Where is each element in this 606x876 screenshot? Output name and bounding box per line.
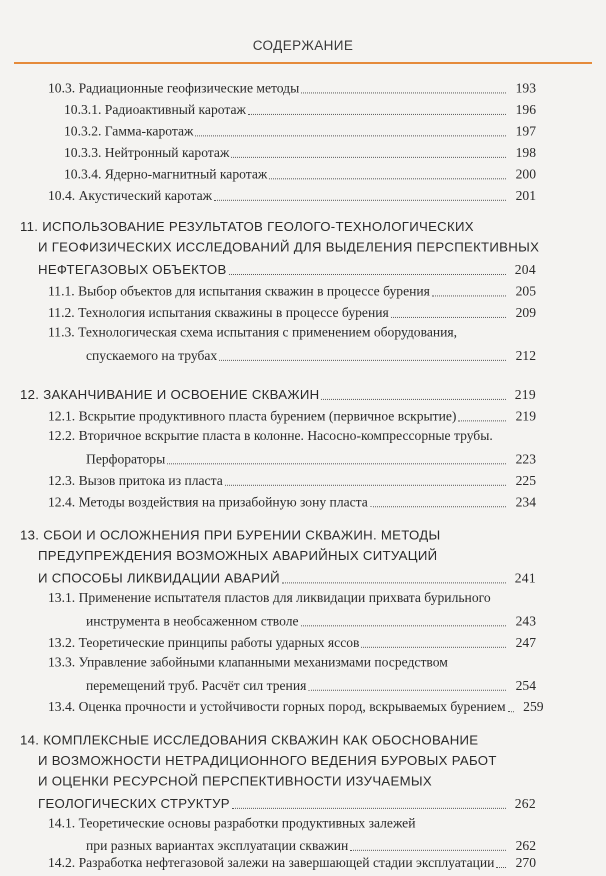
page-number: 205 xyxy=(515,283,536,299)
chapter-14-title-line-1: 14. КОМПЛЕКСНЫЕ ИССЛЕДОВАНИЯ СКВАЖИН КАК ОБОСНОВАНИЕ xyxy=(20,732,479,748)
leader-dots xyxy=(508,711,514,712)
leader-dots xyxy=(195,135,506,136)
leader-dots xyxy=(231,157,506,158)
toc-entry-13-3-line-1: 13.3. Управление забойными клапанными механизмами посредством xyxy=(48,654,448,670)
page-number: 270 xyxy=(515,855,536,870)
page-number: 259 xyxy=(523,699,544,715)
leader-dots xyxy=(269,178,506,179)
leader-dots xyxy=(361,647,506,648)
page-number: 196 xyxy=(515,102,536,117)
page-number: 262 xyxy=(515,838,536,853)
page-number: 198 xyxy=(515,145,536,160)
page-number: 201 xyxy=(515,188,536,203)
chapter-13-title-line-1: 13. СБОИ И ОСЛОЖНЕНИЯ ПРИ БУРЕНИИ СКВАЖИН. МЕТОДЫ xyxy=(20,527,441,543)
page-number: 241 xyxy=(514,570,536,586)
leader-dots xyxy=(214,200,506,201)
toc-entry-14-1-line-1: 14.1. Теоретические основы разработки продуктивных залежей xyxy=(48,815,416,831)
toc-entry-13-2[interactable]: 13.2. Теоретические принципы работы ударных яссов 247 xyxy=(48,635,536,650)
page-number: 243 xyxy=(515,613,536,629)
toc-entry-10-3-1[interactable]: 10.3.1. Радиоактивный каротаж 196 xyxy=(64,102,536,117)
page-number: 193 xyxy=(515,80,536,96)
toc-entry-12-2-line-1: 12.2. Вторичное вскрытие пласта в колонне. Насосно-компрессорные трубы. xyxy=(48,428,493,443)
toc-entry-13-1[interactable]: инструмента в необсаженном стволе 243 xyxy=(86,613,536,629)
leader-dots xyxy=(321,399,506,400)
leader-dots xyxy=(301,92,506,93)
page-number: 223 xyxy=(515,451,536,467)
chapter-13-title-line-2: ПРЕДУПРЕЖДЕНИЯ ВОЗМОЖНЫХ АВАРИЙНЫХ СИТУАЦИЙ xyxy=(38,548,438,563)
toc-entry-13-3[interactable]: перемещений труб. Расчёт сил трения 254 xyxy=(86,678,536,693)
page-number: 247 xyxy=(515,635,536,650)
toc-entry-13-1-line-1: 13.1. Применение испытателя пластов для ликвидации прихвата бурильного xyxy=(48,590,491,605)
toc-entry-12-3[interactable]: 12.3. Вызов притока из пласта 225 xyxy=(48,473,536,488)
page-title: СОДЕРЖАНИЕ xyxy=(252,38,354,53)
page-number: 234 xyxy=(515,494,536,510)
leader-dots xyxy=(167,463,506,464)
toc-entry-14-2[interactable]: 14.2. Разработка нефтегазовой залежи на завершающей стадии эксплуатации 270 xyxy=(48,855,536,870)
leader-dots xyxy=(432,295,506,296)
leader-dots xyxy=(248,114,506,115)
toc-entry-12-2[interactable]: Перфораторы 223 xyxy=(86,451,536,467)
leader-dots xyxy=(225,485,506,486)
toc-entry-11-2[interactable]: 11.2. Технология испытания скважины в процессе бурения 209 xyxy=(48,305,536,320)
leader-dots xyxy=(496,867,506,868)
page-number: 209 xyxy=(515,305,536,320)
toc-entry-11-3[interactable]: спускаемого на трубах 212 xyxy=(86,348,536,363)
toc-entry-10-3-3[interactable]: 10.3.3. Нейтронный каротаж 198 xyxy=(64,145,536,160)
chapter-11-title-line-2: И ГЕОФИЗИЧЕСКИХ ИССЛЕДОВАНИЙ ДЛЯ ВЫДЕЛЕНИЯ ПЕРСПЕКТИВНЫХ xyxy=(38,239,540,255)
toc-entry-14-1[interactable]: при разных вариантах эксплуатации скважин 262 xyxy=(86,838,536,853)
leader-dots xyxy=(350,850,506,851)
toc-entry-12-4[interactable]: 12.4. Методы воздействия на призабойную зону пласта 234 xyxy=(48,494,536,510)
toc-entry-11-1[interactable]: 11.1. Выбор объектов для испытания скважин в процессе бурения 205 xyxy=(48,283,536,299)
toc-entry-13-4[interactable]: 13.4. Оценка прочности и устойчивости горных пород, вскрываемых бурением 259 xyxy=(48,699,544,715)
page-number: 219 xyxy=(515,408,536,424)
leader-dots xyxy=(391,317,506,318)
toc-entry-11-3-line-1: 11.3. Технологическая схема испытания с применением оборудования, xyxy=(48,324,458,340)
toc-entry-10-3[interactable]: 10.3. Радиационные геофизические методы 193 xyxy=(48,80,536,96)
toc-entry-chapter-13[interactable]: И СПОСОБЫ ЛИКВИДАЦИИ АВАРИЙ 241 xyxy=(38,570,536,586)
leader-dots xyxy=(458,420,506,421)
chapter-14-title-line-3: И ОЦЕНКИ РЕСУРСНОЙ ПЕРСПЕКТИВНОСТИ ИЗУЧАЕМЫХ xyxy=(38,773,432,789)
leader-dots xyxy=(308,690,506,691)
toc-entry-12-1[interactable]: 12.1. Вскрытие продуктивного пласта бурением (первичное вскрытие) 219 xyxy=(48,408,536,424)
page-number: 197 xyxy=(515,123,536,139)
toc-entry-10-3-2[interactable]: 10.3.2. Гамма-каротаж 197 xyxy=(64,123,536,139)
toc-entry-10-4[interactable]: 10.4. Акустический каротаж 201 xyxy=(48,188,536,203)
page-number: 225 xyxy=(515,473,536,488)
toc-entry-chapter-12[interactable]: 12. ЗАКАНЧИВАНИЕ И ОСВОЕНИЕ СКВАЖИН 219 xyxy=(20,387,536,402)
toc-entry-chapter-14[interactable]: ГЕОЛОГИЧЕСКИХ СТРУКТУР 262 xyxy=(38,796,536,811)
leader-dots xyxy=(282,582,506,583)
leader-dots xyxy=(229,274,506,275)
page-number: 219 xyxy=(514,387,536,402)
chapter-14-title-line-2: И ВОЗМОЖНОСТИ НЕТРАДИЦИОННОГО ВЕДЕНИЯ БУРОВЫХ РАБОТ xyxy=(38,753,497,768)
chapter-11-title-line-1: 11. ИСПОЛЬЗОВАНИЕ РЕЗУЛЬТАТОВ ГЕОЛОГО-ТЕХНОЛОГИЧЕСКИХ xyxy=(20,219,474,234)
header-rule xyxy=(14,62,592,64)
page-number: 212 xyxy=(515,348,536,363)
leader-dots xyxy=(219,360,506,361)
page-number: 262 xyxy=(514,796,536,811)
leader-dots xyxy=(232,808,506,809)
leader-dots xyxy=(301,625,506,626)
toc-entry-10-3-4[interactable]: 10.3.4. Ядерно-магнитный каротаж 200 xyxy=(64,166,536,182)
leader-dots xyxy=(370,506,506,507)
page-number: 254 xyxy=(515,678,536,693)
page-number: 204 xyxy=(514,262,536,277)
page-number: 200 xyxy=(515,166,536,182)
toc-entry-chapter-11[interactable]: НЕФТЕГАЗОВЫХ ОБЪЕКТОВ 204 xyxy=(38,262,536,277)
